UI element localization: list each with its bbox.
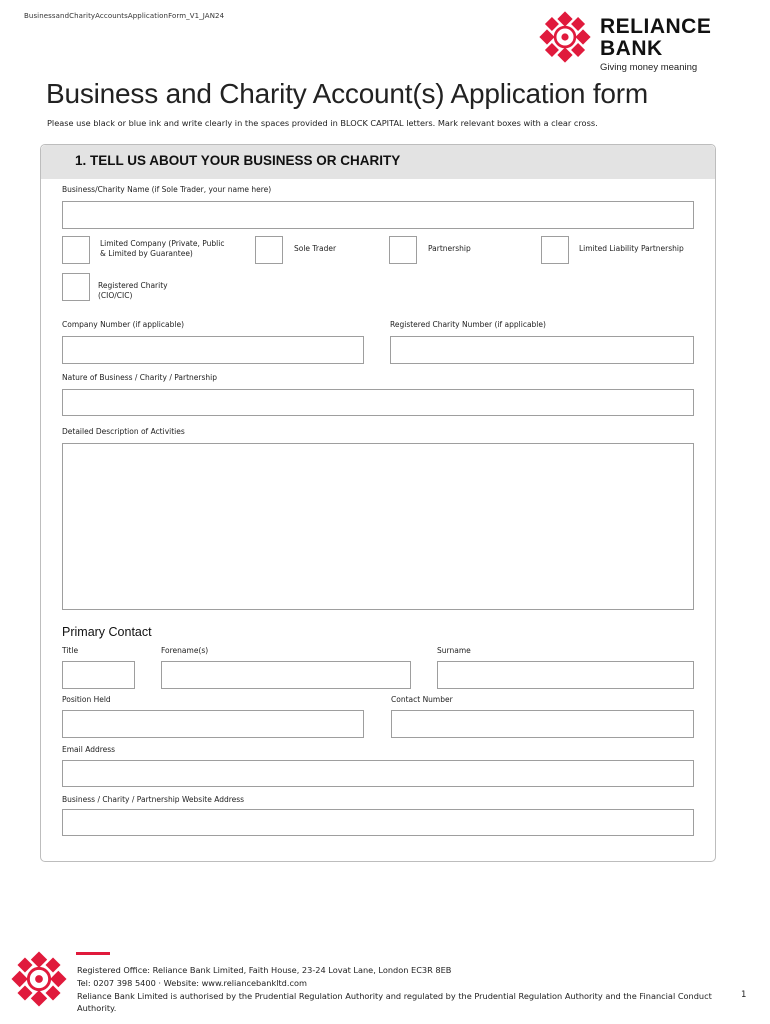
contact-number-field[interactable]	[391, 710, 694, 738]
llp-label: Limited Liability Partnership	[579, 244, 684, 253]
brand-name-line1: RELIANCE	[600, 15, 712, 38]
footer-address: Registered Office: Reliance Bank Limited, Faith House, 23-24 Lovat Lane, London EC3R 8EB	[77, 965, 452, 975]
reliance-bank-logo	[538, 10, 748, 76]
page-number: 1	[741, 990, 747, 1000]
title-field[interactable]	[62, 661, 135, 689]
brand-name-line2: BANK	[600, 37, 663, 60]
footer-regulation-cont: Authority.	[77, 1003, 117, 1014]
page-title: Business and Charity Account(s) Application form	[46, 78, 649, 109]
contact-number-label: Contact Number	[391, 695, 453, 704]
partnership-label: Partnership	[428, 244, 471, 253]
reliance-star-footer-icon	[10, 950, 68, 1008]
website-field[interactable]	[62, 809, 694, 836]
forenames-label: Forename(s)	[161, 646, 209, 655]
surname-label: Surname	[437, 646, 471, 655]
company-number-field[interactable]	[62, 336, 364, 364]
partnership-checkbox[interactable]	[389, 236, 417, 264]
instructions-text: Please use black or blue ink and write clearly in the spaces provided in BLOCK CAPITAL letters. Mark relevant boxes with a clear cross.	[47, 118, 598, 128]
footer-regulation: Reliance Bank Limited is authorised by the Prudential Regulation Authority and regulated by the Prudential Regulation Authority and the Financial Conduct	[77, 990, 712, 1001]
reliance-star-logo-icon	[538, 10, 592, 64]
nature-of-business-label: Nature of Business / Charity / Partnership	[62, 373, 217, 382]
business-name-label: Business/Charity Name (if Sole Trader, your name here)	[62, 185, 272, 194]
forenames-field[interactable]	[161, 661, 411, 689]
limited-company-checkbox[interactable]	[62, 236, 90, 264]
email-field[interactable]	[62, 760, 694, 787]
section-header	[41, 145, 715, 179]
position-label: Position Held	[62, 695, 111, 704]
title-label: Title	[62, 646, 79, 655]
primary-contact-heading: Primary Contact	[62, 625, 152, 639]
footer-contact: Tel: 0207 398 5400 · Website: www.reliancebankltd.com	[77, 977, 307, 988]
document-id: BusinessandCharityAccountsApplicationForm_V1_JAN24	[24, 12, 225, 20]
llp-checkbox[interactable]	[541, 236, 569, 264]
website-label: Business / Charity / Partnership Website Address	[62, 795, 245, 804]
business-name-field[interactable]	[62, 201, 694, 229]
registered-charity-label: Registered Charity (CIO/CIC)	[98, 281, 168, 300]
footer-accent-rule	[76, 952, 110, 955]
business-details-section	[40, 144, 716, 862]
registered-charity-checkbox[interactable]	[62, 273, 90, 301]
nature-of-business-field[interactable]	[62, 389, 694, 416]
brand-tagline: Giving money meaning	[600, 62, 698, 73]
charity-number-field[interactable]	[390, 336, 694, 364]
section-heading: 1. TELL US ABOUT YOUR BUSINESS OR CHARITY	[75, 153, 401, 168]
footer-legal-text	[77, 964, 727, 1015]
charity-number-label: Registered Charity Number (if applicable)	[390, 320, 546, 329]
position-field[interactable]	[62, 710, 364, 738]
description-field[interactable]	[62, 443, 694, 610]
sole-trader-label: Sole Trader	[294, 244, 337, 253]
description-label: Detailed Description of Activities	[62, 427, 185, 436]
surname-field[interactable]	[437, 661, 694, 689]
limited-company-label: Limited Company (Private, Public & Limited by Guarantee)	[100, 239, 225, 258]
sole-trader-checkbox[interactable]	[255, 236, 283, 264]
company-number-label: Company Number (if applicable)	[62, 320, 184, 329]
email-label: Email Address	[62, 745, 116, 754]
